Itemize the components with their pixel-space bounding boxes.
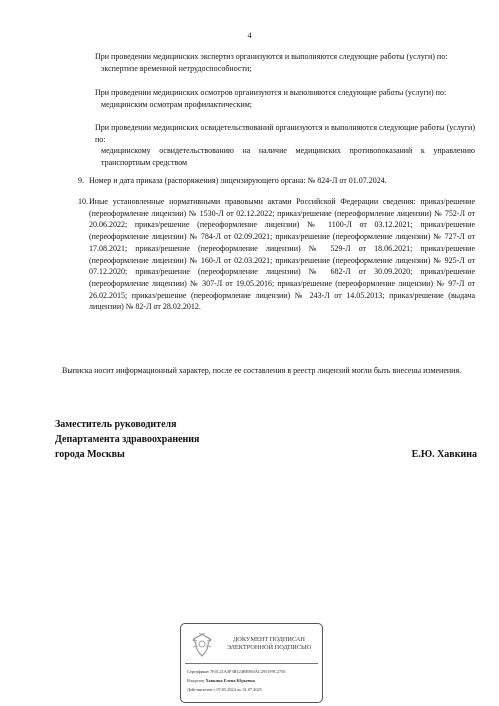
stamp-owner-value: Хавкина Елена Юрьевна (205, 678, 255, 683)
item-10-number: 10. (78, 197, 88, 206)
section-certification (95, 122, 475, 168)
stamp-certificate-value: 7F4C21A3F3B124BE883AC2951F9C2750 (209, 669, 286, 674)
section-expertise-item: экспертизе временной нетрудоспособности; (101, 63, 252, 73)
stamp-certificate (187, 669, 285, 674)
stamp-validity-label: Действителен (187, 687, 213, 692)
stamp-divider (185, 663, 318, 664)
stamp-validity-value: с 07.05.2024 по 31.07.2025 (213, 687, 262, 692)
signature-block (55, 417, 477, 462)
stamp-owner (187, 678, 255, 683)
stamp-title-line1: ДОКУМЕНТ ПОДПИСАН (233, 636, 305, 643)
section-expertise (95, 51, 475, 74)
signature-title-line3: города Москвы (55, 449, 125, 460)
stamp-validity (187, 687, 262, 692)
coat-of-arms-icon (188, 631, 216, 659)
section-certification-item: медицинскому освидетельствованию на наличие медицинских противопоказаний к управлению транспортным средством (101, 146, 475, 167)
signature-title-line2: Департамента здравоохранения (55, 434, 200, 445)
item-9-number: 9. (78, 176, 84, 185)
signatory-name: Е.Ю. Хавкина (411, 449, 477, 460)
stamp-certificate-label: Сертификат (187, 669, 209, 674)
page-number: 4 (247, 31, 252, 40)
section-examinations-text: При проведении медицинских осмотров организуются и выполняются следующие работы (услуги) по: (95, 88, 447, 97)
stamp-title (221, 636, 317, 652)
section-examinations (95, 87, 475, 110)
footnote: Выписка носит информационный характер, после ее составления в реестр лицензий могли быть внесены изменения. (62, 366, 462, 375)
item-9-text: Номер и дата приказа (распоряжения) лицензирующего органа: № 824-Л от 01.07.2024. (89, 176, 387, 185)
section-expertise-text: При проведении медицинских экспертиз организуются и выполняются следующие работы (услуги) по: (95, 52, 448, 61)
item-9 (78, 175, 475, 187)
item-10-text: Иные установленные нормативными правовыми актами Российской Федерации сведения: приказ/решение (переоформление лицензии) № 1530-Л от 02.12.2022; приказ/решение (переоформление лицензии) № 752-Л от 20.06.2022; приказ/решение (переоформление лицензии) № 1100-Л от 03.12.2021; приказ/решение (переоформление лицензии) № 784-Л от 02.09.2021; приказ/решение (переоформление лицензии) № 727-Л от 17.08.2021; приказ/решение (переоформление лицензии) № 529-Л от 18.06.2021; приказ/решение (переоформление лицензии) № 160-Л от 02.03.2021; приказ/решение (переоформление лицензии) № 925-Л от 07.12.2020; приказ/решение (переоформление лицензии) № 682-Л от 30.09.2020; приказ/решение (переоформление лицензии) № 307-Л от 19.05.2016; приказ/решение (переоформление лицензии) № 97-Л от 26.02.2015; приказ/решение (переоформление лицензии) № 243-Л от 14.05.2013; приказ/решение (выдача лицензии) № 82-Л от 28.02.2012. (89, 197, 475, 312)
section-certification-text: При проведении медицинских освидетельствований организуются и выполняются следующие работы (услуги) по: (95, 123, 475, 144)
electronic-signature-stamp (180, 623, 323, 703)
signature-title-line1: Заместитель руководителя (55, 419, 177, 430)
stamp-title-line2: ЭЛЕКТРОННОЙ ПОДПИСЬЮ (226, 644, 312, 651)
item-10 (78, 196, 475, 313)
section-examinations-item: медицинским осмотрам профилактическим; (101, 99, 253, 109)
stamp-owner-label: Владелец (187, 678, 205, 683)
